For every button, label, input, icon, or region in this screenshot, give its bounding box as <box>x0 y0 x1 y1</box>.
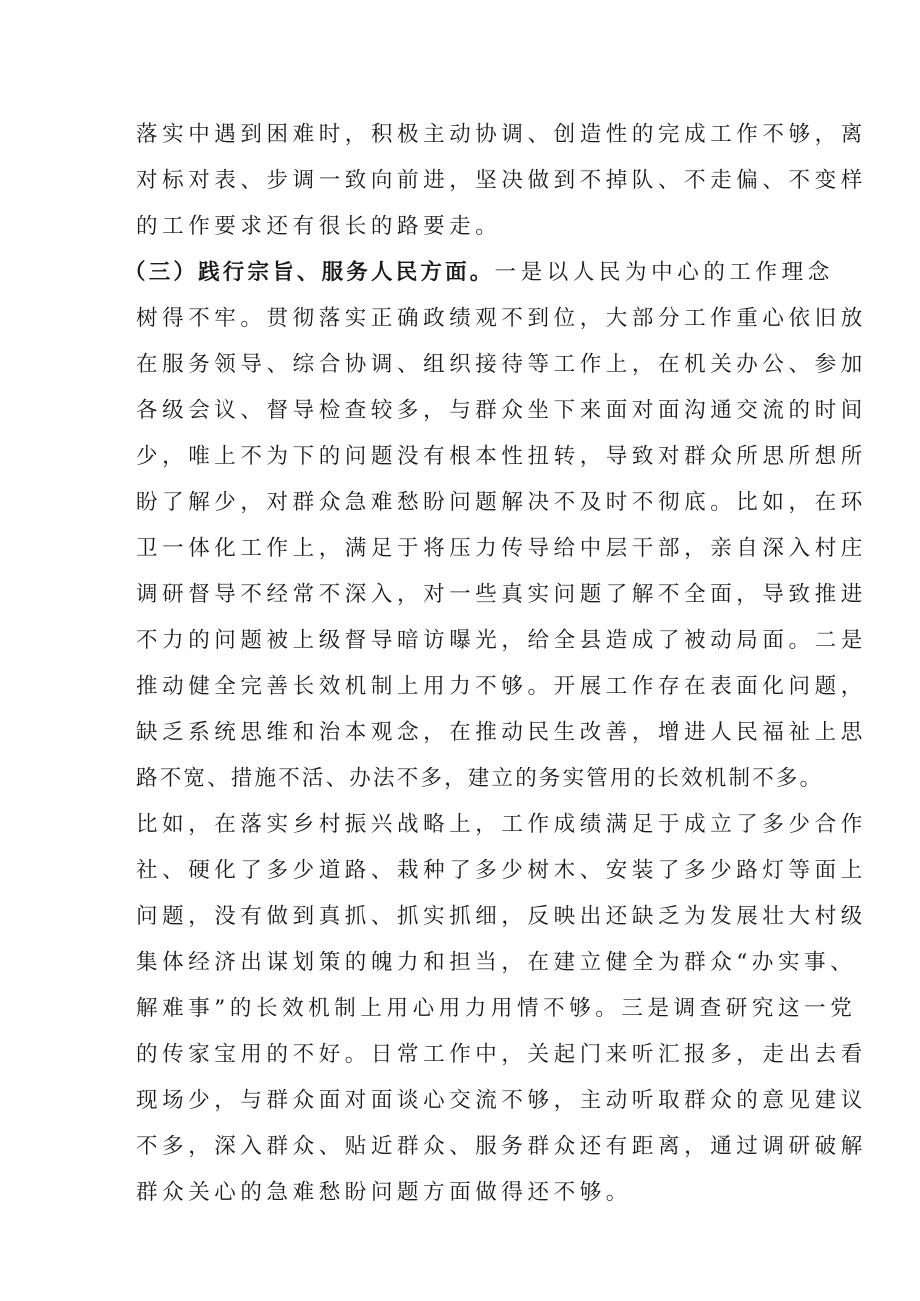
text-line: 盼了解少，对群众急难愁盼问题解决不及时不彻底。比如，在环 <box>136 490 867 515</box>
text-line: 比如，在落实乡村振兴战略上，工作成绩满足于成立了多少合作 <box>136 812 867 837</box>
text-line: 在服务领导、综合协调、组织接待等工作上，在机关办公、参加 <box>136 352 867 377</box>
text-line: 卫一体化工作上，满足于将压力传导给中层干部，亲自深入村庄 <box>136 536 867 561</box>
text-line: 调研督导不经常不深入，对一些真实问题了解不全面，导致推进 <box>136 582 867 607</box>
section-heading-rest: 一是以人民为中心的工作理念 <box>494 260 834 285</box>
text-line: 对标对表、步调一致向前进，坚决做到不掉队、不走偏、不变样 <box>136 168 867 193</box>
text-line: 社、硬化了多少道路、栽种了多少树木、安装了多少路灯等面上 <box>136 858 867 883</box>
text-line: 不力的问题被上级督导暗访曝光，给全县造成了被动局面。二是 <box>136 628 867 653</box>
section-heading-line <box>124 250 834 296</box>
text-line: 不多，深入群众、贴近群众、服务群众还有距离，通过调研破解 <box>136 1134 867 1159</box>
text-line: 推动健全完善长效机制上用力不够。开展工作存在表面化问题， <box>136 674 867 699</box>
text-line: 少，唯上不为下的问题没有根本性扭转，导致对群众所思所想所 <box>136 444 867 469</box>
text-line: 问题，没有做到真抓、抓实抓细，反映出还缺乏为发展壮大村级 <box>136 904 867 929</box>
text-line: 集体经济出谋划策的魄力和担当，在建立健全为群众“办实事、 <box>136 950 857 975</box>
text-line: 树得不牢。贯彻落实正确政绩观不到位，大部分工作重心依旧放 <box>136 306 867 331</box>
text-line: 的工作要求还有很长的路要走。 <box>136 214 502 239</box>
text-line: 各级会议、督导检查较多，与群众坐下来面对面沟通交流的时间 <box>136 398 867 423</box>
section-heading: （三）践行宗旨、服务人民方面。 <box>124 260 495 285</box>
text-line: 现场少，与群众面对面谈心交流不够，主动听取群众的意见建议 <box>136 1088 867 1113</box>
text-line: 的传家宝用的不好。日常工作中，关起门来听汇报多，走出去看 <box>136 1042 867 1067</box>
text-line: 群众关心的急难愁盼问题方面做得还不够。 <box>136 1180 632 1205</box>
text-line: 解难事”的长效机制上用心用力用情不够。三是调查研究这一党 <box>136 996 857 1021</box>
text-line: 落实中遇到困难时，积极主动协调、创造性的完成工作不够，离 <box>136 122 867 147</box>
text-line: 路不宽、措施不活、办法不多，建立的务实管用的长效机制不多。 <box>136 766 824 791</box>
text-line: 缺乏系统思维和治本观念，在推动民生改善，增进人民福祉上思 <box>136 720 867 745</box>
body-text <box>124 112 867 1216</box>
